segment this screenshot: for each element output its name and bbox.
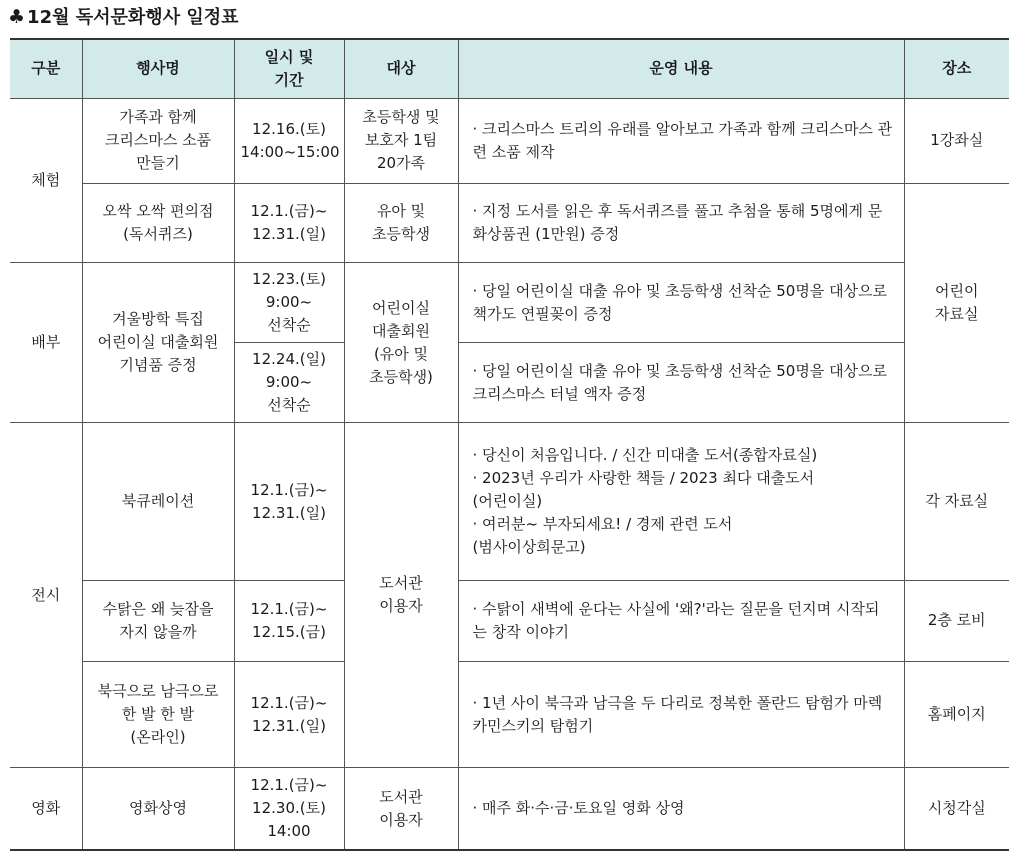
page-title	[8, 2, 239, 32]
content-cell: · 1년 사이 북극과 남극을 두 다리로 정복한 폴란드 탐험가 마렉 카민스키의 탐험기	[458, 661, 904, 767]
date-cell: 12.1.(금)~ 12.30.(토) 14:00	[234, 768, 344, 850]
content-cell: · 당일 어린이실 대출 유아 및 초등학생 선착순 50명을 대상으로 책가도 연필꽂이 증정	[458, 263, 904, 343]
content-cell: · 당신이 처음입니다. / 신간 미대출 도서(종합자료실) · 2023년 우리가 사랑한 책들 / 2023 최다 대출도서 (어린이실) · 여러분~ 부자되세요! / 경제 관련 도서 (범사이상희문고)	[458, 423, 904, 580]
table-row	[10, 183, 1009, 262]
place-cell: 각 자료실	[904, 423, 1009, 580]
place-cell: 홈페이지	[904, 661, 1009, 767]
table-row	[10, 661, 1009, 767]
target-cell: 초등학생 및 보호자 1팀 20가족	[344, 98, 458, 183]
header-target: 대상	[344, 39, 458, 98]
header-event: 행사명	[82, 39, 234, 98]
event-cell: 북극으로 남극으로 한 발 한 발 (온라인)	[82, 661, 234, 767]
date-cell: 12.1.(금)~ 12.31.(일)	[234, 183, 344, 262]
date-cell: 12.23.(토) 9:00~ 선착순	[234, 263, 344, 343]
event-cell: 북큐레이션	[82, 423, 234, 580]
category-cell: 체험	[10, 98, 82, 262]
table-row	[10, 580, 1009, 661]
target-cell: 유아 및 초등학생	[344, 183, 458, 262]
event-cell: 오싹 오싹 편의점 (독서퀴즈)	[82, 183, 234, 262]
date-cell: 12.1.(금)~ 12.15.(금)	[234, 580, 344, 661]
header-category: 구분	[10, 39, 82, 98]
content-cell: · 지정 도서를 읽은 후 독서퀴즈를 풀고 추첨을 통해 5명에게 문화상품권 (1만원) 증정	[458, 183, 904, 262]
table-row	[10, 263, 1009, 343]
category-cell: 영화	[10, 768, 82, 850]
category-cell: 배부	[10, 263, 82, 423]
event-cell: 가족과 함께 크리스마스 소품 만들기	[82, 98, 234, 183]
date-cell: 12.1.(금)~ 12.31.(일)	[234, 661, 344, 767]
date-cell: 12.24.(일) 9:00~ 선착순	[234, 343, 344, 423]
content-cell: · 당일 어린이실 대출 유아 및 초등학생 선착순 50명을 대상으로 크리스마스 터널 액자 증정	[458, 343, 904, 423]
schedule-table	[10, 38, 1009, 851]
content-cell: · 수탉이 새벽에 운다는 사실에 '왜?'라는 질문을 던지며 시작되는 창작 이야기	[458, 580, 904, 661]
event-cell: 수탉은 왜 늦잠을 자지 않을까	[82, 580, 234, 661]
date-cell: 12.16.(토) 14:00~15:00	[234, 98, 344, 183]
table-header-row	[10, 39, 1009, 98]
header-place: 장소	[904, 39, 1009, 98]
club-suit-icon: ♣	[8, 6, 26, 28]
target-cell: 도서관 이용자	[344, 768, 458, 850]
content-cell: · 매주 화·수·금·토요일 영화 상영	[458, 768, 904, 850]
event-cell: 영화상영	[82, 768, 234, 850]
date-cell: 12.1.(금)~ 12.31.(일)	[234, 423, 344, 580]
header-datetime: 일시 및 기간	[234, 39, 344, 98]
header-content: 운영 내용	[458, 39, 904, 98]
table-row	[10, 423, 1009, 580]
table-row	[10, 768, 1009, 850]
place-cell: 시청각실	[904, 768, 1009, 850]
target-cell: 도서관 이용자	[344, 423, 458, 768]
place-cell: 1강좌실	[904, 98, 1009, 183]
event-cell: 겨울방학 특집 어린이실 대출회원 기념품 증정	[82, 263, 234, 423]
place-cell: 2층 로비	[904, 580, 1009, 661]
place-cell: 어린이 자료실	[904, 183, 1009, 423]
content-cell: · 크리스마스 트리의 유래를 알아보고 가족과 함께 크리스마스 관련 소품 제작	[458, 98, 904, 183]
target-cell: 어린이실 대출회원 (유아 및 초등학생)	[344, 263, 458, 423]
page-title-text: 12월 독서문화행사 일정표	[27, 7, 239, 28]
category-cell: 전시	[10, 423, 82, 768]
table-row	[10, 98, 1009, 183]
